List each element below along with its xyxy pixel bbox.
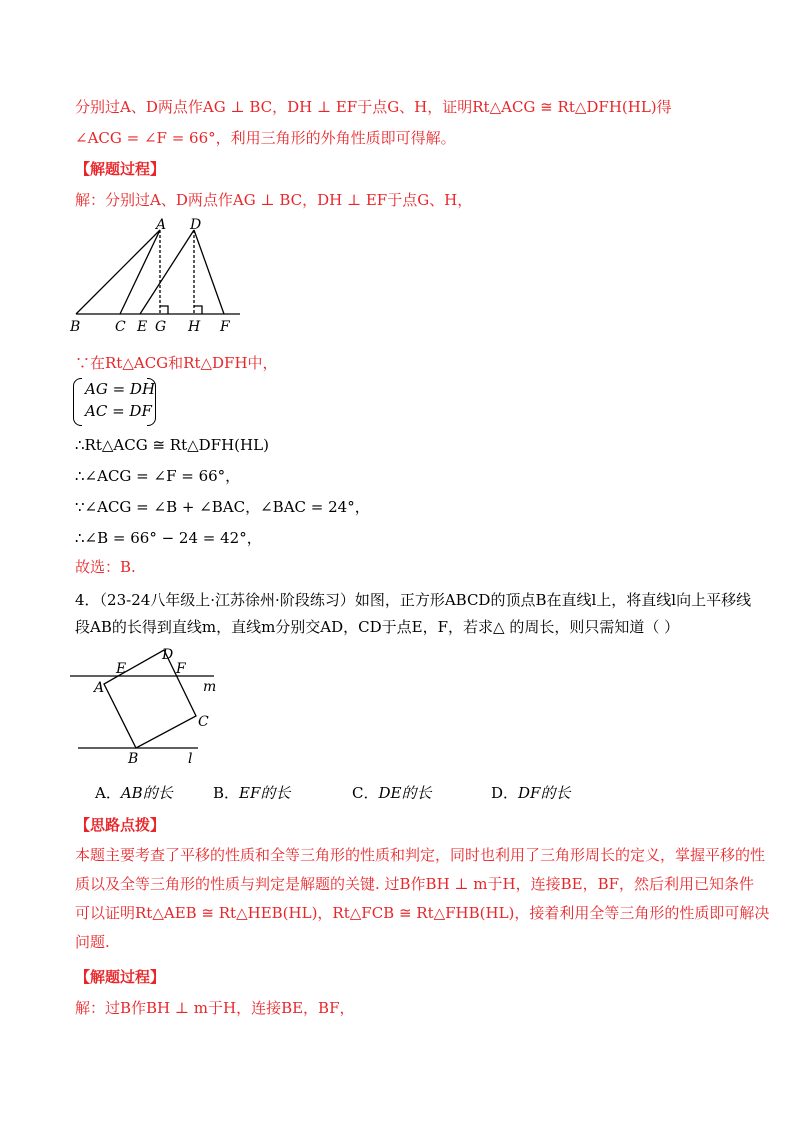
segment-ac xyxy=(120,230,160,314)
right-angle-h xyxy=(194,306,202,314)
step-4: ∴∠B = 66° − 24 = 42°， xyxy=(75,529,262,547)
solution4-intro: 解：过B作BH ⊥ m于H，连接BE，BF， xyxy=(75,999,355,1017)
label-h: H xyxy=(188,319,201,335)
label-l: l xyxy=(188,751,193,767)
option-a-text: AB的长 xyxy=(120,784,173,802)
option-d-letter: D． xyxy=(491,784,519,802)
option-b-text: EF的长 xyxy=(239,784,291,802)
label-e2: E xyxy=(116,661,127,677)
label-g: G xyxy=(155,319,167,335)
label-d2: D xyxy=(162,647,174,663)
answer-options xyxy=(95,782,715,804)
hint4-line-4: 问题. xyxy=(75,933,110,951)
problem4-line-1: 4．（23-24八年级上·江苏徐州·阶段练习）如图，正方形ABCD的顶点B在直线l上，将直线l向上平移线 xyxy=(75,591,752,609)
step-3: ∵∠ACG = ∠B + ∠BAC，∠BAC = 24°， xyxy=(75,498,370,516)
label-e: E xyxy=(137,319,148,335)
option-d[interactable] xyxy=(491,782,570,803)
problem4-line-2: 段AB的长得到直线m，直线m分别交AD，CD于点E，F，若求△ 的周长，则只需知道（ ） xyxy=(75,618,680,636)
solution-header-1: 【解题过程】 xyxy=(75,160,166,178)
option-b-letter: B． xyxy=(213,784,240,802)
solution-intro-1: 解：分别过A、D两点作AG ⊥ BC，DH ⊥ EF于点G、H， xyxy=(75,191,473,209)
option-a-letter: A． xyxy=(95,784,121,802)
because-line: ∵在Rt△ACG和Rt△DFH中， xyxy=(75,354,278,372)
label-a: A xyxy=(156,218,167,233)
segment-df xyxy=(194,230,224,314)
option-c[interactable] xyxy=(352,782,431,803)
hint4-paragraph xyxy=(75,841,770,957)
option-c-text: DE的长 xyxy=(378,784,432,802)
answer-line: 故选：B. xyxy=(75,558,136,576)
label-f2: F xyxy=(176,661,186,677)
hint4-line-3: 可以证明Rt△AEB ≅ Rt△HEB(HL)，Rt△FCB ≅ Rt△FHB(HL)，接着利用全等三角形的性质即可解决 xyxy=(75,904,770,922)
system-row-1: AG = DH xyxy=(85,380,156,398)
triangle-figure-1 xyxy=(62,218,252,338)
step-1: ∴Rt△ACG ≅ Rt△DFH(HL) xyxy=(75,436,269,454)
option-a[interactable] xyxy=(95,782,173,803)
system-row-2: AC = DF xyxy=(85,402,152,420)
hint-line-1: 分别过A、D两点作AG ⊥ BC，DH ⊥ EF于点G、H，证明Rt△ACG ≅ Rt△DFH(HL)得 xyxy=(75,98,672,116)
label-a2: A xyxy=(94,680,105,696)
option-b[interactable] xyxy=(213,782,290,803)
label-b: B xyxy=(70,319,81,335)
hint-header-4: 【思路点拨】 xyxy=(75,816,166,834)
solution-header-4: 【解题过程】 xyxy=(75,968,166,986)
label-b2: B xyxy=(128,751,139,767)
label-d: D xyxy=(190,218,202,233)
left-brace xyxy=(73,378,82,426)
label-c2: C xyxy=(198,714,209,730)
hint-line-2: ∠ACG = ∠F = 66°，利用三角形的外角性质即可得解。 xyxy=(75,129,456,147)
label-c: C xyxy=(115,319,126,335)
option-c-letter: C． xyxy=(352,784,379,802)
right-angle-g xyxy=(160,306,168,314)
hint4-line-1: 本题主要考查了平移的性质和全等三角形的性质和判定，同时也利用了三角形周长的定义，掌握平移的性 xyxy=(75,846,766,864)
square-figure xyxy=(66,642,226,772)
equation-system xyxy=(73,378,163,426)
label-f: F xyxy=(220,319,230,335)
option-d-text: DF的长 xyxy=(518,784,571,802)
label-m: m xyxy=(203,679,217,695)
step-2: ∴∠ACG = ∠F = 66°， xyxy=(75,467,241,485)
hint4-line-2: 质以及全等三角形的性质与判定是解题的关键. 过B作BH ⊥ m于H，连接BE，BF，然后利用已知条件 xyxy=(75,875,755,893)
